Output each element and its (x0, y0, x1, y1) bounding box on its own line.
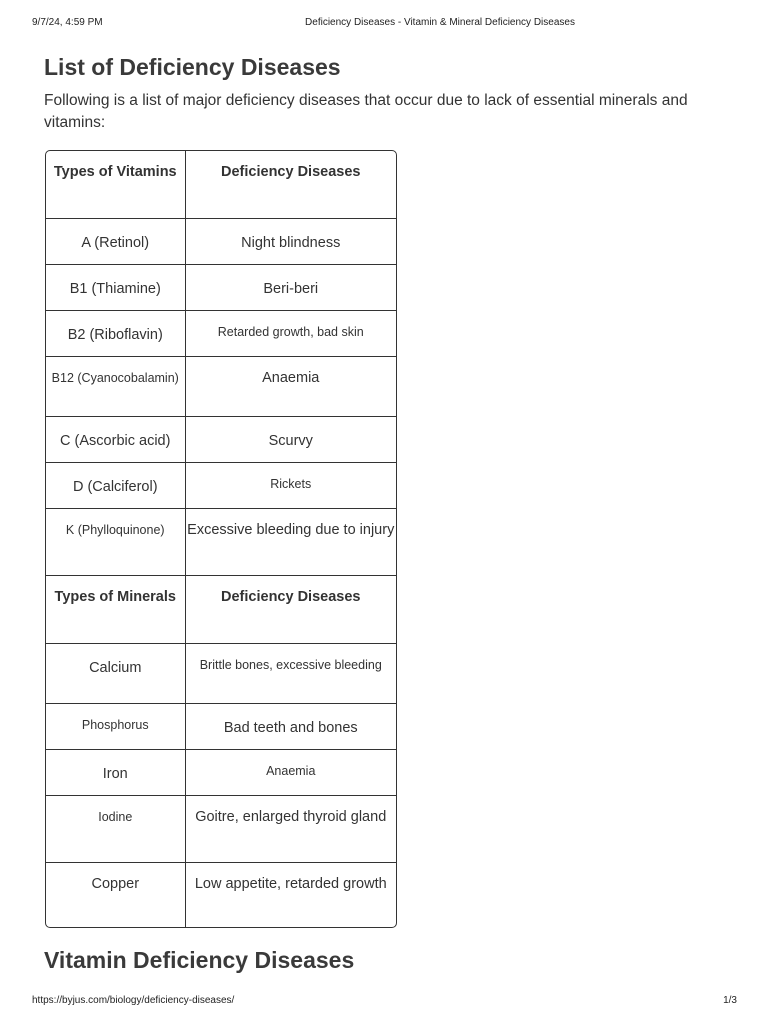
print-url: https://byjus.com/biology/deficiency-diseases/ (32, 995, 235, 1006)
table-row (46, 310, 396, 356)
disease-cell: Scurvy (185, 416, 396, 462)
vitamin-cell: K (Phylloquinone) (46, 508, 185, 575)
vitamin-cell: D (Calciferol) (46, 462, 185, 508)
deficiency-table (46, 151, 396, 928)
table-header-cell: Types of Vitamins (46, 151, 185, 218)
table-row (46, 416, 396, 462)
print-header (0, 17, 768, 31)
print-footer (0, 995, 768, 1009)
table-header-row (46, 151, 396, 218)
table-header-row (46, 575, 396, 643)
intro-paragraph: Following is a list of major deficiency diseases that occur due to lack of essential minerals and vitamins: (44, 92, 688, 131)
disease-cell: Brittle bones, excessive bleeding (185, 643, 396, 703)
disease-cell: Retarded growth, bad skin (185, 310, 396, 356)
table-row (46, 218, 396, 264)
table-header-cell: Types of Minerals (46, 575, 185, 643)
page-title: List of Deficiency Diseases (44, 54, 341, 80)
disease-cell: Goitre, enlarged thyroid gland (185, 795, 396, 862)
vitamin-cell: A (Retinol) (46, 218, 185, 264)
section-title: Vitamin Deficiency Diseases (44, 947, 355, 973)
disease-cell: Bad teeth and bones (185, 703, 396, 749)
table-row (46, 795, 396, 862)
vitamin-cell: B12 (Cyanocobalamin) (46, 356, 185, 416)
mineral-cell: Copper (46, 862, 185, 928)
table-row (46, 508, 396, 575)
mineral-cell: Iron (46, 749, 185, 795)
print-page-title: Deficiency Diseases - Vitamin & Mineral Deficiency Diseases (305, 17, 575, 28)
vitamin-cell: C (Ascorbic acid) (46, 416, 185, 462)
disease-cell: Low appetite, retarded growth (185, 862, 396, 928)
mineral-cell: Calcium (46, 643, 185, 703)
mineral-cell: Phosphorus (46, 703, 185, 749)
disease-cell: Anaemia (185, 749, 396, 795)
disease-cell: Beri-beri (185, 264, 396, 310)
mineral-cell: Iodine (46, 795, 185, 862)
vitamin-cell: B2 (Riboflavin) (46, 310, 185, 356)
table-header-cell: Deficiency Diseases (185, 151, 396, 218)
disease-cell: Rickets (185, 462, 396, 508)
print-date: 9/7/24, 4:59 PM (32, 17, 103, 28)
disease-cell: Anaemia (185, 356, 396, 416)
table-row (46, 356, 396, 416)
deficiency-table-container (45, 150, 397, 928)
vitamin-cell: B1 (Thiamine) (46, 264, 185, 310)
table-row (46, 462, 396, 508)
disease-cell: Excessive bleeding due to injury (185, 508, 396, 575)
table-row (46, 643, 396, 703)
table-row (46, 264, 396, 310)
table-row (46, 703, 396, 749)
disease-cell: Night blindness (185, 218, 396, 264)
table-row (46, 862, 396, 928)
page-number: 1/3 (723, 995, 737, 1006)
table-header-cell: Deficiency Diseases (185, 575, 396, 643)
table-row (46, 749, 396, 795)
